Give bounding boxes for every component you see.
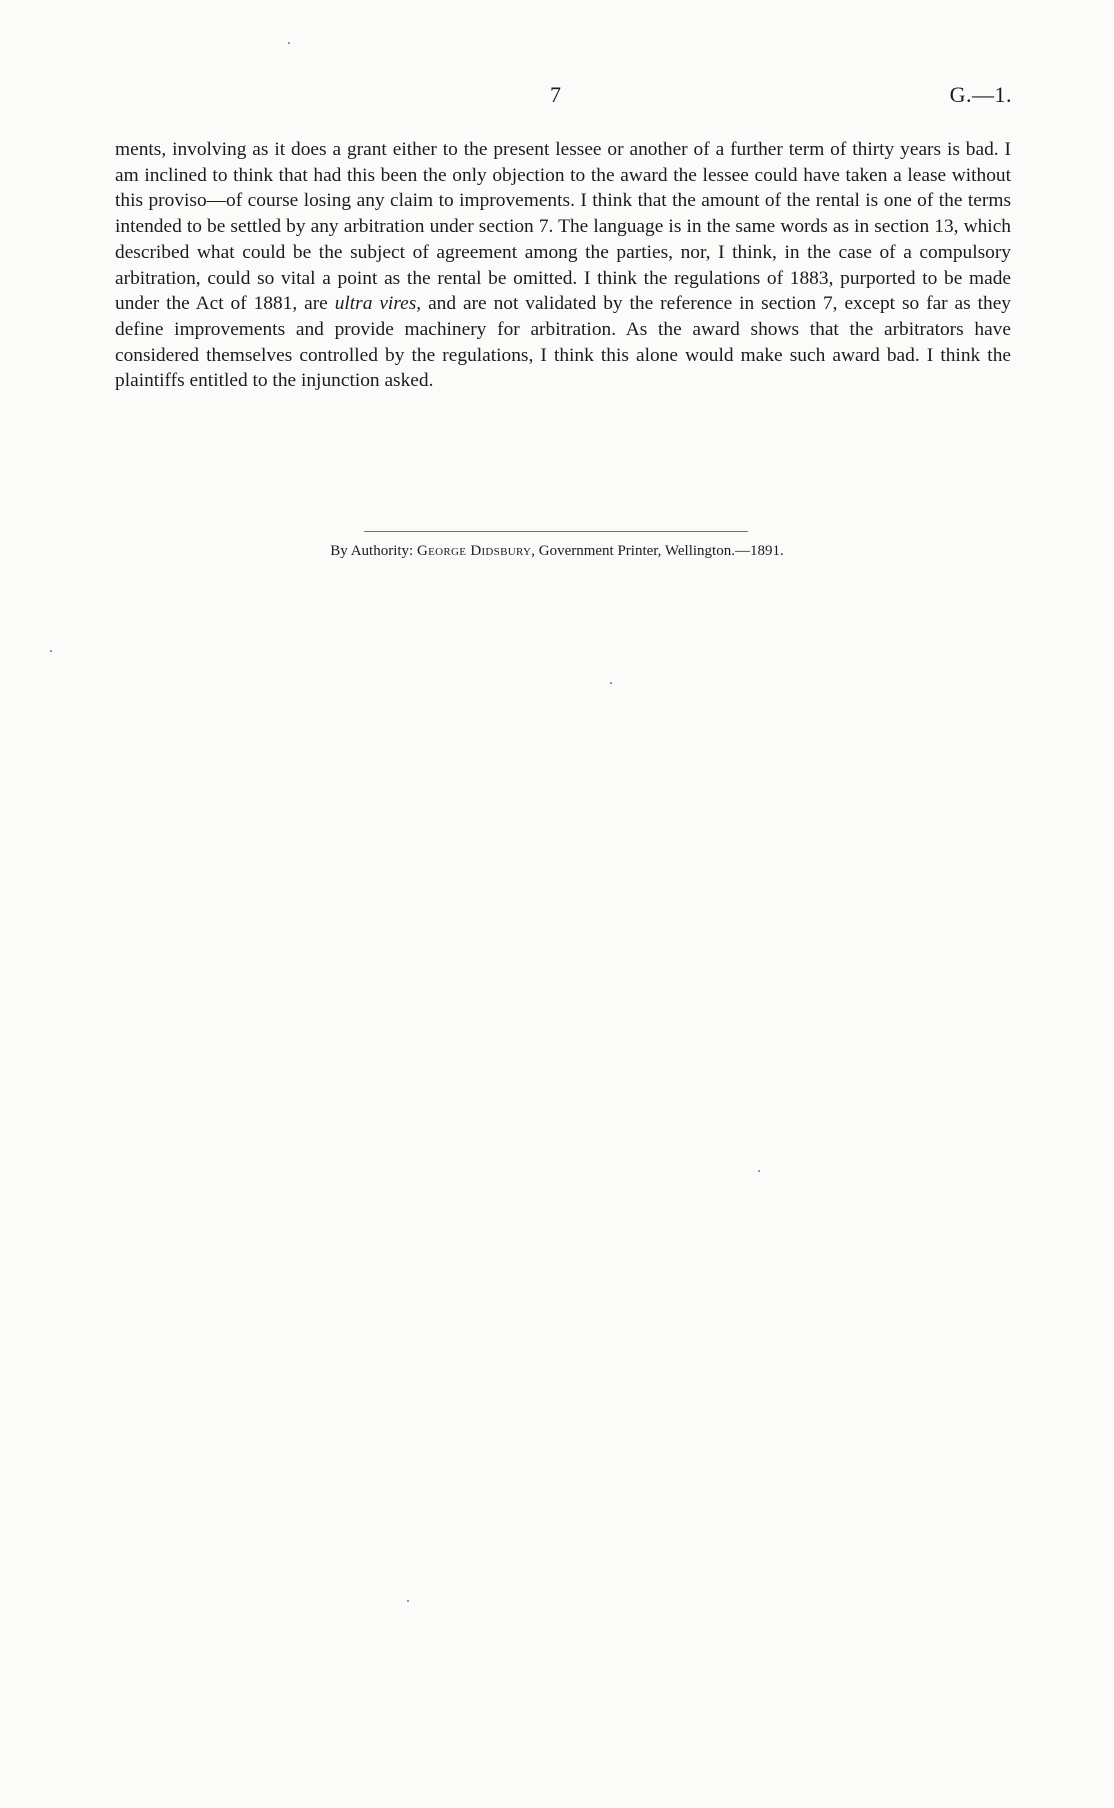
printer-name: George Didsbury bbox=[416, 543, 532, 559]
page-number: 7 bbox=[550, 82, 561, 107]
scan-speck bbox=[407, 1600, 409, 1602]
body-paragraph bbox=[115, 137, 1011, 394]
scan-speck bbox=[50, 650, 52, 652]
printer-imprint bbox=[0, 541, 1114, 561]
italic-phrase: ultra vires, bbox=[334, 293, 422, 315]
page-header bbox=[0, 82, 1114, 112]
body-text-part-2: and are not validated by the reference in section 7, except so far as they define improvements and provide machinery for arbitration. As the award shows that the arbitrators have considered themselves controlled by the regulations, I think this alone would make such award bad. I think the plaintiffs entitled to the injunction asked. bbox=[115, 293, 1011, 392]
scan-speck bbox=[288, 42, 290, 44]
imprint-suffix: , Government Printer, Wellington.—1891. bbox=[531, 543, 784, 559]
body-text-part-1: ments, involving as it does a grant either to the present lessee or another of a further term of thirty years is bad. I am inclined to think that had this been the only objection to the award the lessee could have taken a lease without this proviso—of course losing any claim to improvements. I think that the amount of the rental is one of the terms intended to be settled by any arbitration under section 7. The language is in the same words as in section 13, which described what could be the subject of agreement among the parties, nor, I think, in the case of a compulsory arbitration, could so vital a point as the rental be omitted. I think the regulations of 1883, purported to be made under the Act of 1881, are bbox=[115, 139, 1011, 315]
footer-rule bbox=[364, 531, 748, 532]
scan-speck bbox=[610, 682, 612, 684]
imprint-prefix: By Authority: bbox=[330, 543, 417, 559]
paper-reference: G.—1. bbox=[949, 82, 1012, 107]
scan-speck bbox=[758, 1170, 760, 1172]
